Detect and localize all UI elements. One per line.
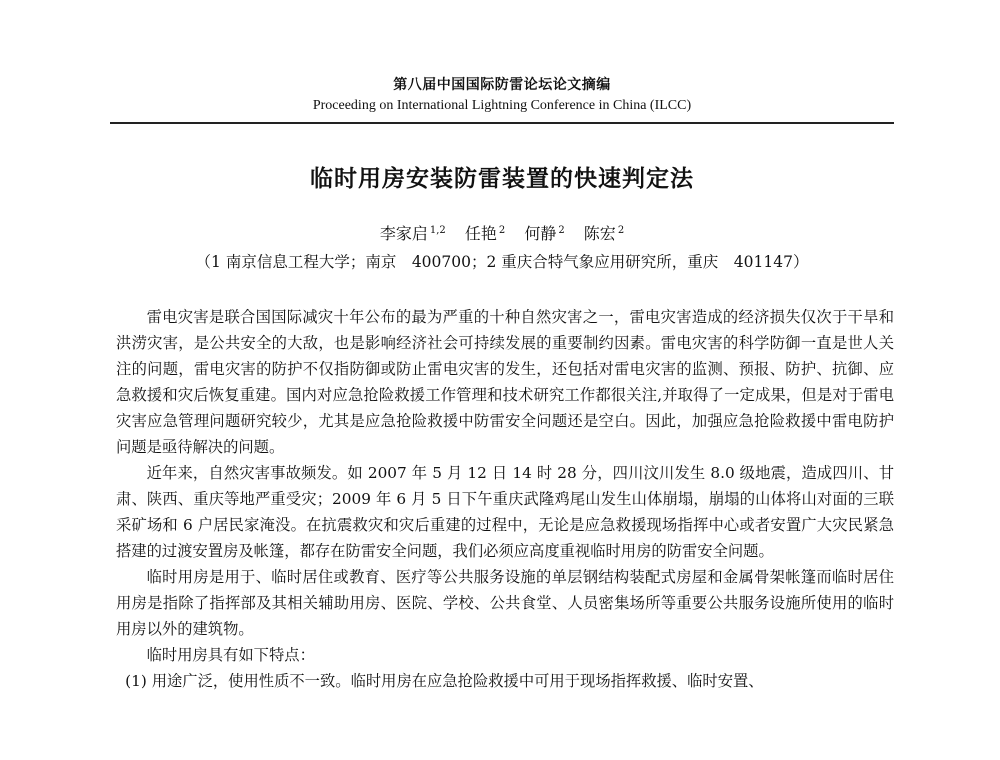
author-name: 陈宏 bbox=[583, 224, 616, 243]
author bbox=[380, 224, 446, 243]
affiliation: （1 南京信息工程大学；南京 400700；2 重庆合特气象应用研究所，重庆 401147） bbox=[195, 253, 809, 271]
author-affiliation-mark: 2 bbox=[617, 224, 625, 236]
author-list bbox=[110, 222, 894, 246]
author-name: 任艳 bbox=[464, 224, 497, 243]
author-name: 何静 bbox=[524, 224, 557, 243]
author bbox=[465, 224, 505, 243]
paragraph: 雷电灾害是联合国国际减灾十年公布的最为严重的十种自然灾害之一，雷电灾害造成的经济损失仅次于干旱和洪涝灾害，是公共安全的大敌，也是影响经济社会可持续发展的重要制约因素。雷电灾害的科学防御一直是世人关注的问题，雷电灾害的防护不仅指防御或防止雷电灾害的发生，还包括对雷电灾害的监测、预报、防护、抗御、应急救援和灾后恢复重建。国内对应急抢险救援工作管理和技术研究工作都很关注,并取得了一定成果，但是对于雷电灾害应急管理问题研究较少，尤其是应急抢险救援中防雷安全问题还是空白。因此，加强应急抢险救援中雷电防护问题是亟待解决的问题。 bbox=[116, 308, 894, 456]
list-paragraph: (1) 用途广泛，使用性质不一致。临时用房在应急抢险救援中可用于现场指挥救援、临时安置、 bbox=[125, 672, 764, 690]
paragraph: 临时用房是用于、临时居住或教育、医疗等公共服务设施的单层钢结构装配式房屋和金属骨架帐篷而临时居住用房是指除了指挥部及其相关辅助用房、医院、学校、公共食堂、人员密集场所等重要公共服务设施所使用的临时用房以外的建筑物。 bbox=[116, 568, 894, 638]
author-affiliation-mark: 1,2 bbox=[429, 224, 446, 236]
header-rule bbox=[110, 122, 894, 124]
header-chinese: 第八届中国国际防雷论坛论文摘编 bbox=[393, 77, 611, 93]
paper-title: 临时用房安装防雷装置的快速判定法 bbox=[310, 166, 694, 192]
paragraph: 临时用房具有如下特点： bbox=[146, 646, 315, 664]
author-affiliation-mark: 2 bbox=[498, 224, 506, 236]
author bbox=[524, 224, 564, 243]
header-english: Proceeding on International Lightning Conference in China (ILCC) bbox=[312, 98, 692, 113]
author-affiliation-mark: 2 bbox=[558, 224, 565, 236]
author bbox=[584, 224, 624, 243]
body-text bbox=[116, 304, 894, 694]
paragraph: 近年来，自然灾害事故频发。如 2007 年 5 月 12 日 14 时 28 分，四川汶川发生 8.0 级地震，造成四川、甘肃、陕西、重庆等地严重受灾；2009 年 6 月 5 日下午重庆武隆鸡尾山发生山体崩塌，崩塌的山体将山对面的三联采矿场和 6 户居民家淹没。在抗震救灾和灾后重建的过程中，无论是应急救援现场指挥中心或者安置广大灾民紧急搭建的过渡安置房及帐篷，都存在防雷安全问题，我们必须应高度重视临时用房的防雷安全问题。 bbox=[116, 464, 894, 560]
running-header bbox=[110, 74, 894, 116]
author-name: 李家启 bbox=[379, 224, 428, 243]
